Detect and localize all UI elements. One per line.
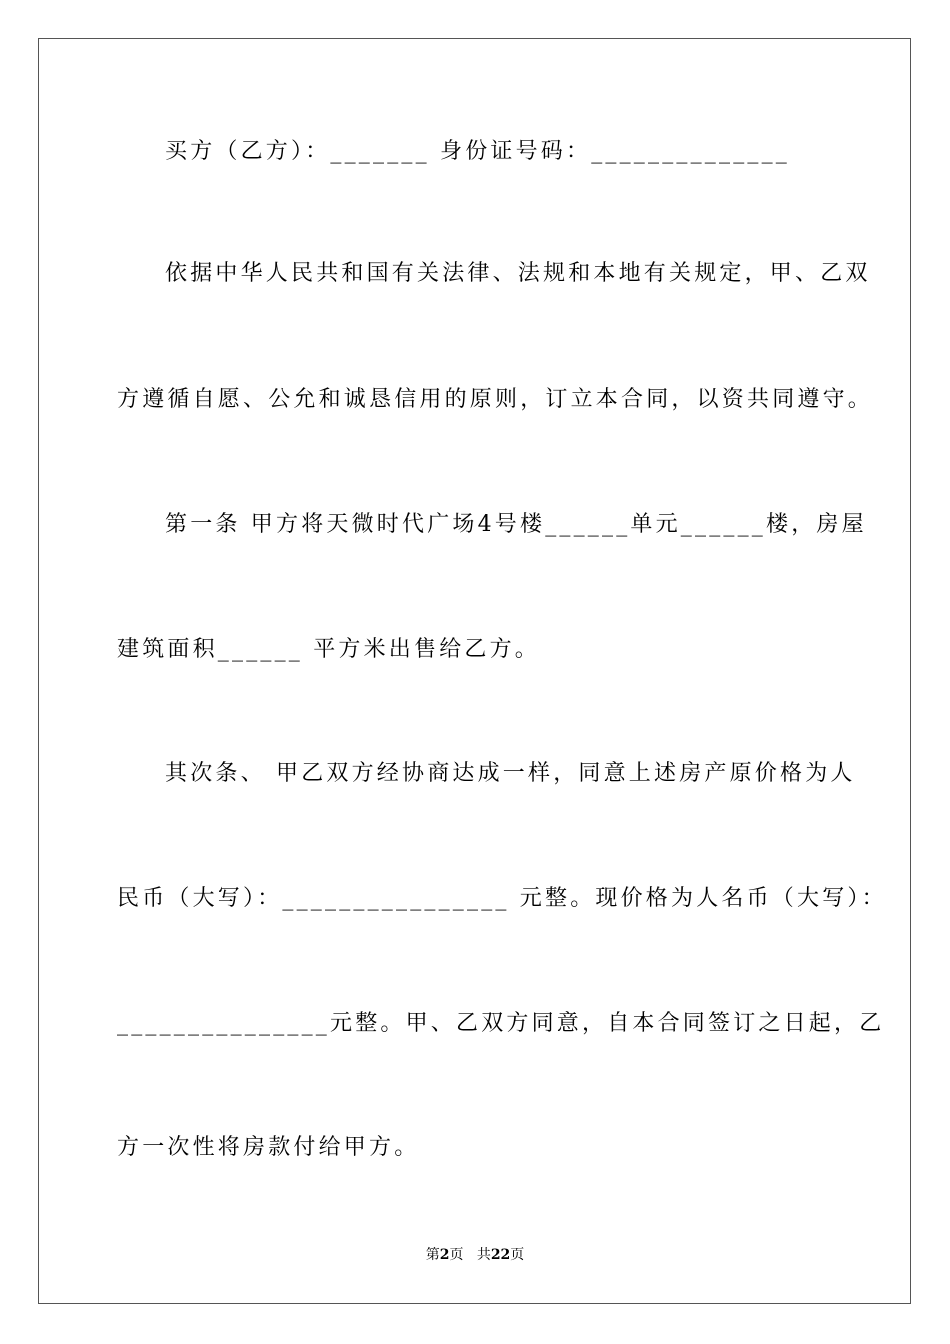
article-2-line-2: 民币（大写）：________________ 元整。现价格为人名币（大写）： — [117, 886, 887, 911]
footer-total-pages: 22 — [490, 1247, 511, 1263]
buyer-line: 买方（乙方）：_______ 身份证号码：______________ — [165, 139, 790, 164]
article-2-line-1: 其次条、 甲乙双方经协商达成一样，同意上述房产原价格为人 — [165, 761, 856, 786]
paragraph-line-2: 方遵循自愿、公允和诚恳信用的原则，订立本合同，以资共同遵守。 — [117, 387, 874, 412]
footer-total-prefix: 共 — [476, 1247, 491, 1263]
page-border — [38, 38, 911, 1304]
article-1-line-1: 第一条 甲方将天微时代广场4号楼______单元______楼，房屋 — [165, 512, 867, 537]
footer-page-number: 2 — [439, 1247, 450, 1263]
footer-page-suffix: 页 — [449, 1247, 464, 1263]
footer-page-prefix: 第 — [425, 1247, 440, 1263]
article-1-line-2: 建筑面积______ 平方米出售给乙方。 — [117, 637, 540, 662]
paragraph-line-1: 依据中华人民共和国有关法律、法规和本地有关规定，甲、乙双 — [165, 261, 871, 286]
footer-total-suffix: 页 — [510, 1247, 525, 1263]
article-2-line-4: 方一次性将房款付给甲方。 — [117, 1135, 420, 1160]
article-2-line-3: _______________元整。甲、乙双方同意，自本合同签订之日起，乙 — [117, 1011, 885, 1036]
page-footer — [0, 1246, 950, 1264]
